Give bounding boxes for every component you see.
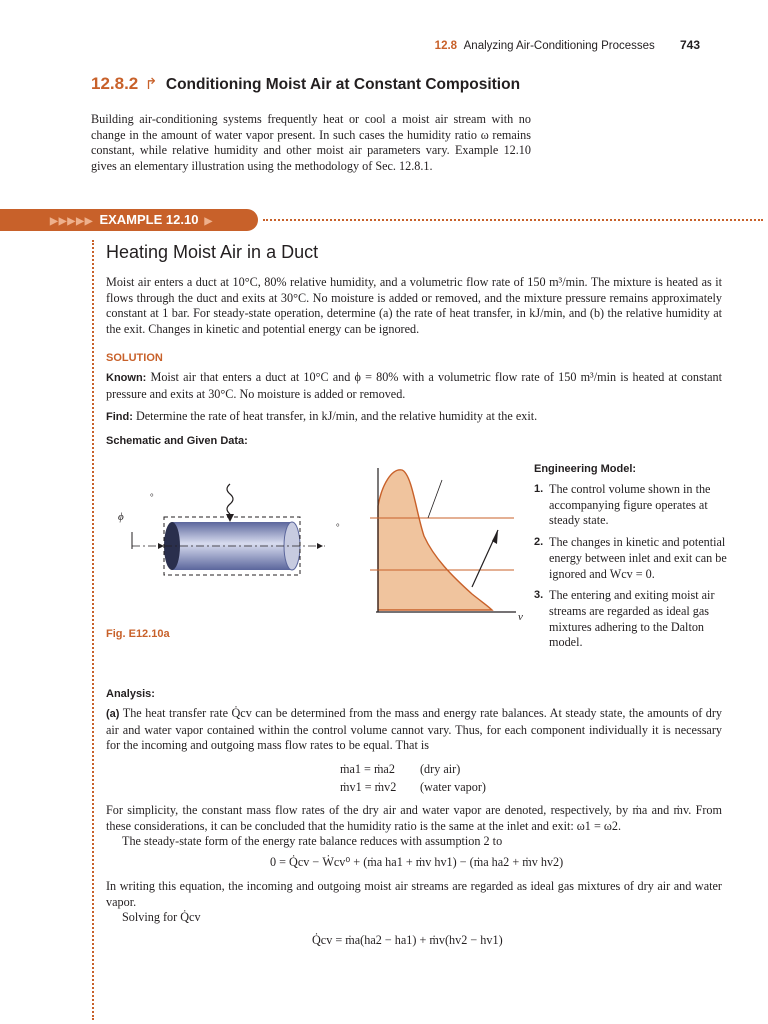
analysis-label: Analysis: <box>106 688 155 700</box>
inlet-arrow-icon <box>158 543 164 549</box>
heat-transfer-squiggle <box>227 484 233 514</box>
energy-balance-equation: 0 = Q̇cv − Ẇcv⁰ + (ṁa ha1 + ṁv hv1) − (ṁa ha2 + ṁv hv2) <box>270 855 564 869</box>
problem-statement: Moist air enters a duct at 10°C, 80% relative humidity, and a volumetric flow rate of 150 m³/min. The mixture is heated as it flows through the duct and exits at 30°C. No moisture is added or removed, and the mixture pressure remains approximately constant at 1 bar. For steady-state operation, determine (a) the rate of heat transfer, in kJ/min, and (b) the relative humidity at the exit. Changes in kinetic and potential energy can be ignored. <box>106 275 722 337</box>
example-title: Heating Moist Air in a Duct <box>106 242 319 262</box>
running-header-section-title: Analyzing Air-Conditioning Processes <box>463 40 655 52</box>
page-number: 743 <box>679 38 700 52</box>
degree-mark-exit: ° <box>336 522 340 532</box>
phi-label: ϕ <box>118 511 124 523</box>
solving-sentence: Solving for Q̇cv <box>122 910 201 924</box>
item-text: The entering and exiting moist air streams are regarded as ideal gas mixtures adhering to the Dalton model. <box>549 588 715 650</box>
equation-water-vapor: ṁv1 = ṁv2 <box>340 780 397 794</box>
item-number: 2. <box>534 536 544 549</box>
ideal-gas-paragraph: In writing this equation, the incoming and outgoing moist air streams are regarded as ideal gas mixtures of dry air and water vapor. <box>106 879 722 909</box>
example-banner <box>0 209 258 231</box>
part-a-label: (a) <box>106 708 120 720</box>
banner-arrows-icon: ▶▶▶▶▶ <box>50 216 94 227</box>
part-a-paragraph <box>106 706 722 754</box>
upper-leader-line <box>428 480 442 518</box>
known-label: Known: <box>106 372 147 384</box>
find-paragraph <box>106 409 722 426</box>
figure-label: Fig. E12.10a <box>106 628 170 640</box>
item-text: The changes in kinetic and potential energy between inlet and exit can be ignored and Wcv = 0. <box>549 535 727 581</box>
find-label: Find: <box>106 411 133 423</box>
section-number: 12.8.2 <box>91 74 139 93</box>
exit-arrow-icon <box>317 543 323 549</box>
section-intro-paragraph: Building air-conditioning systems frequently heat or cool a moist air stream with no change in the amount of water vapor present. In such cases the humidity ratio ω remains constant, while relative humidity and other moist air parameters vary. Example 12.10 gives an elementary illustration using the methodology of Sec. 12.8.1. <box>91 112 531 174</box>
v-axis-label: v <box>518 611 523 622</box>
engineering-model-item <box>534 535 734 582</box>
item-number: 3. <box>534 589 544 602</box>
vapor-dome-region <box>378 470 492 610</box>
process-diagram <box>368 462 528 622</box>
banner-arrow-icon: ▶ <box>204 216 213 227</box>
example-margin-dotted-rule <box>92 240 94 1020</box>
simplicity-paragraph: For simplicity, the constant mass flow rates of the dry air and water vapor are denoted, respectively, by ṁa and ṁv. From these considerations, it can be concluded that the humidity ratio is the same at the inlet and exit: ω1 = ω2. <box>106 803 722 833</box>
steady-state-sentence: The steady-state form of the energy rate balance reduces with assumption 2 to <box>122 834 503 848</box>
item-text: The control volume shown in the accompanying figure operates at steady state. <box>549 482 711 528</box>
known-paragraph <box>106 370 722 402</box>
part-a-text: The heat transfer rate Q̇cv can be determined from the mass and energy rate balances. At steady state, the amounts of dry air and water vapor contained within the control volume cannot vary. Thus, for each component individually it is necessary for the incoming and outgoing mass flow rates to be equal. That is <box>106 706 723 753</box>
heat-transfer-arrow-icon <box>226 514 234 522</box>
duct-schematic <box>110 470 360 600</box>
banner-dotted-rule <box>263 219 763 221</box>
example-label: EXAMPLE 12.10 <box>99 212 199 227</box>
schematic-label: Schematic and Given Data: <box>106 435 248 447</box>
equation-dry-air-label: (dry air) <box>420 762 461 776</box>
running-header-section-number: 12.8 <box>434 40 458 52</box>
engineering-model-list <box>534 482 734 657</box>
equation-water-vapor-label: (water vapor) <box>420 780 486 794</box>
running-header <box>435 38 700 52</box>
heat-transfer-equation: Q̇cv = ṁa(ha2 − ha1) + ṁv(hv2 − hv1) <box>312 933 503 947</box>
known-text: Moist air that enters a duct at 10°C and ϕ = 80% with a volumetric flow rate of 150 m³/min is heated at constant pressure and exits at 30°C. No moisture is added or removed. <box>106 370 722 401</box>
engineering-model-item <box>534 588 734 651</box>
engineering-model-item <box>534 482 734 529</box>
engineering-model-title: Engineering Model: <box>534 463 637 475</box>
section-heading <box>91 74 520 94</box>
solution-label: SOLUTION <box>106 352 163 364</box>
degree-mark-inlet: ° <box>150 492 154 502</box>
equation-dry-air: ṁa1 = ṁa2 <box>340 762 395 776</box>
section-arrow-icon: ↱ <box>144 76 158 93</box>
item-number: 1. <box>534 483 544 495</box>
find-text: Determine the rate of heat transfer, in kJ/min, and the relative humidity at the exit. <box>135 409 538 423</box>
section-title: Conditioning Moist Air at Constant Composition <box>165 76 521 93</box>
